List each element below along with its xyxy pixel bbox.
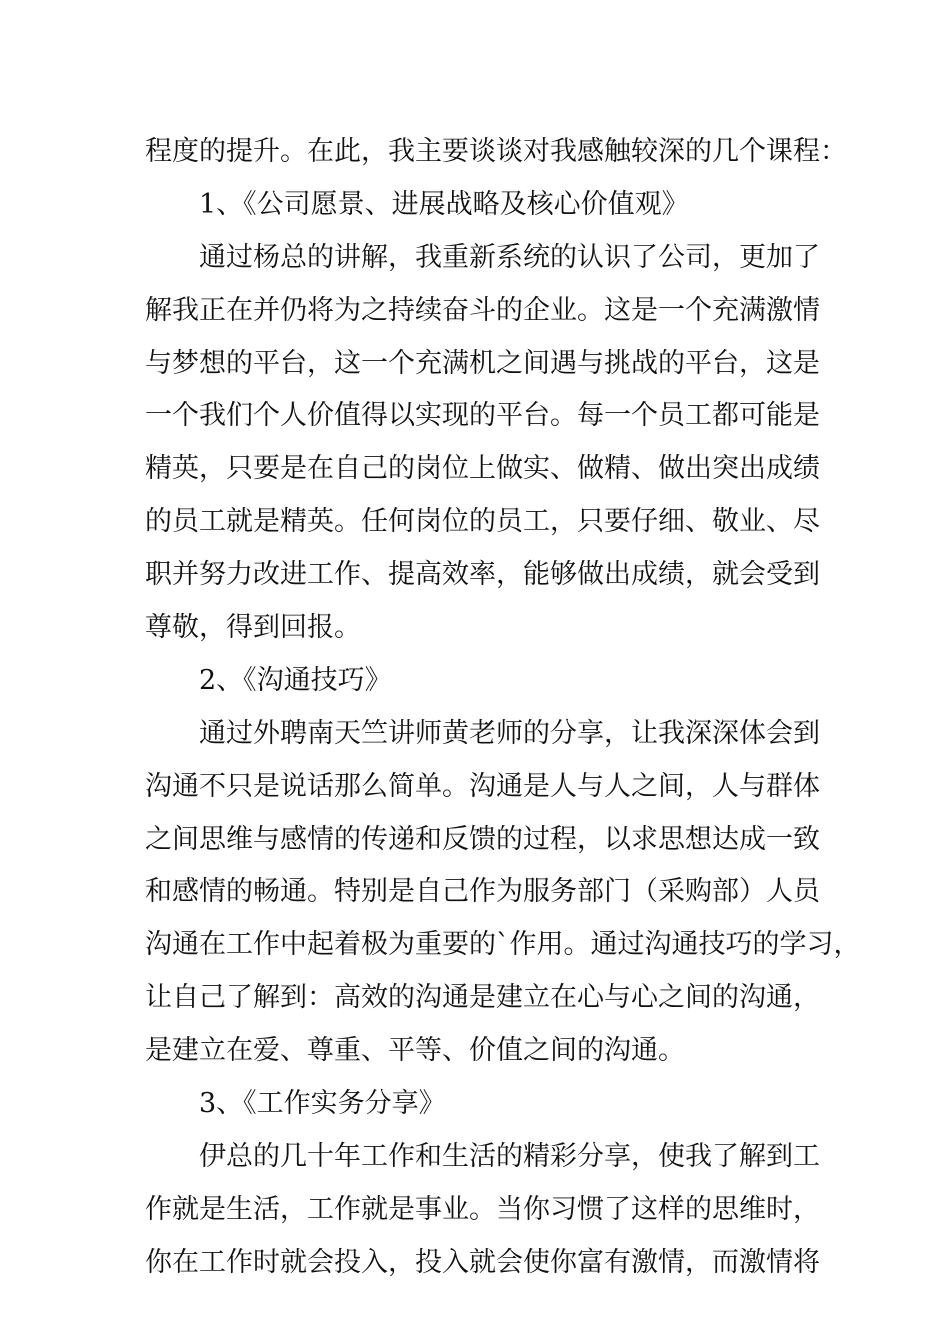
text-line: 沟通不只是说话那么简单。沟通是人与人之间，人与群体 — [145, 770, 820, 802]
text-line: 解我正在并仍将为之持续奋斗的企业。这是一个充满激情 — [145, 294, 820, 326]
course-heading-2: 2、《沟通技巧》 — [199, 664, 392, 696]
text-line: 职并努力改进工作、提高效率，能够做出成绩，就会受到 — [145, 559, 820, 591]
text-line: 作就是生活，工作就是事业。当你习惯了这样的思维时， — [145, 1193, 820, 1225]
course-heading-1: 1、《公司愿景、进展战略及核心价值观》 — [199, 188, 689, 220]
text-line: 一个我们个人价值得以实现的平台。每一个员工都可能是 — [145, 400, 820, 432]
text-line: 是建立在爱、尊重、平等、价值之间的沟通。 — [145, 1035, 685, 1067]
text-line: 和感情的畅通。特别是自己作为服务部门（采购部）人员 — [145, 876, 820, 908]
text-line: 之间思维与感情的传递和反馈的过程，以求思想达成一致 — [145, 823, 820, 855]
text-line: 尊敬，得到回报。 — [145, 612, 361, 644]
text-line: 与梦想的平台，这一个充满机之间遇与挑战的平台，这是 — [145, 347, 820, 379]
text-line: 沟通在工作中起着极为重要的`作用。通过沟通技巧的学习， — [145, 929, 861, 961]
text-line: 通过杨总的讲解，我重新系统的认识了公司，更加了 — [199, 241, 820, 273]
document-body — [145, 126, 861, 1290]
text-line: 精英，只要是在自己的岗位上做实、做精、做出突出成绩 — [145, 453, 820, 485]
text-line: 你在工作时就会投入，投入就会使你富有激情，而激情将 — [145, 1246, 820, 1278]
text-line: 让自己了解到：高效的沟通是建立在心与心之间的沟通， — [145, 982, 820, 1014]
text-line: 通过外聘南天竺讲师黄老师的分享，让我深深体会到 — [199, 717, 820, 749]
text-line: 伊总的几十年工作和生活的精彩分享，使我了解到工 — [199, 1140, 820, 1172]
text-line: 程度的提升。在此，我主要谈谈对我感触较深的几个课程： — [145, 136, 847, 167]
text-line: 的员工就是精英。任何岗位的员工，只要仔细、敬业、尽 — [145, 506, 820, 538]
course-heading-3: 3、《工作实务分享》 — [199, 1088, 446, 1120]
